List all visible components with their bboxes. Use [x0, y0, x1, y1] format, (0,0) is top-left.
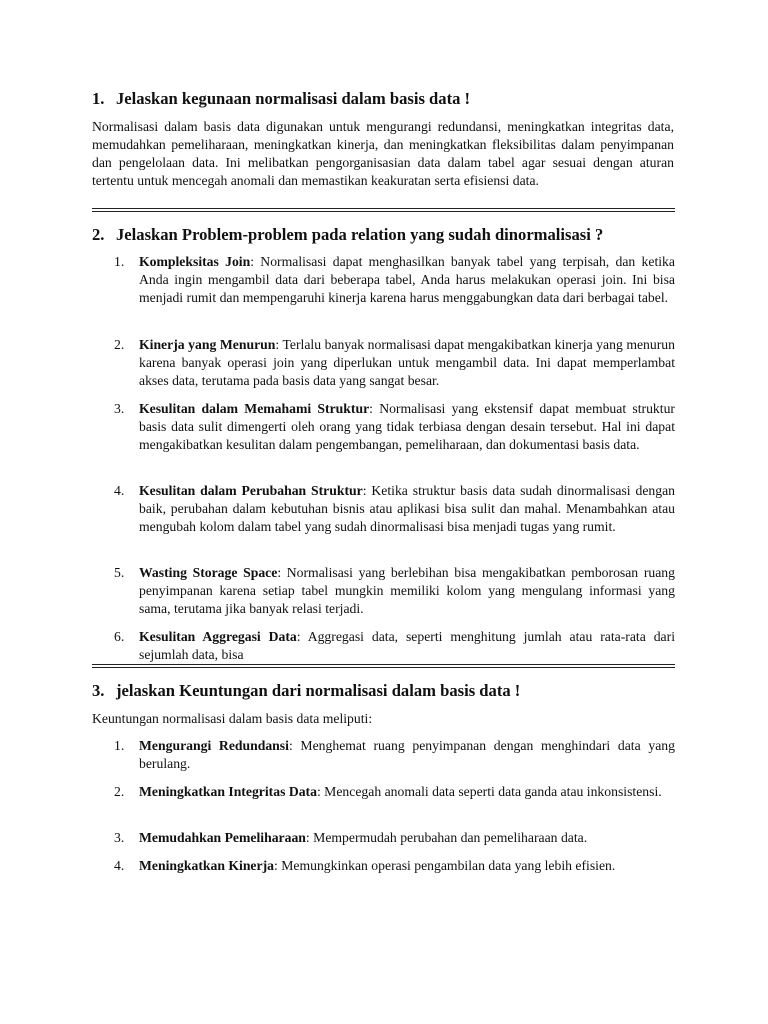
list-item-number: 4.: [114, 483, 125, 498]
list-item-term: Meningkatkan Kinerja: [139, 858, 274, 873]
section-3-intro: Keuntungan normalisasi dalam basis data meliputi:: [92, 711, 373, 726]
list-item: [0, 857, 675, 875]
list-item-number: 3.: [114, 401, 125, 416]
list-item-number: 4.: [114, 858, 125, 873]
section-3-heading: [92, 681, 692, 701]
list-item-term: Memudahkan Pemeliharaan: [139, 830, 306, 845]
section-1-body: Normalisasi dalam basis data digunakan untuk mengurangi redundansi, meningkatkan integritas data, memudahkan pemeliharaan, meningkatkan kinerja, dan meningkatkan fleksibilitas dalam penyimpanan dan pengelolaan data. Ini melibatkan pengorganisasian data dalam tabel agar sesuai dengan aturan tertentu untuk mencegah anomali dan memastikan keakuratan serta efisiensi data.: [92, 119, 674, 188]
list-item-term: Kinerja yang Menurun: [139, 337, 276, 352]
list-item-number: 3.: [114, 830, 125, 845]
list-item-text: : Mempermudah perubahan dan pemeliharaan data.: [305, 830, 588, 845]
list-item-text: : Memungkinkan operasi pengambilan data yang lebih efisien.: [273, 858, 616, 873]
list-item-number: 5.: [114, 565, 125, 580]
section-3-heading-text: jelaskan Keuntungan dari normalisasi dalam basis data !: [116, 681, 521, 700]
list-item: [0, 253, 675, 307]
list-item: [0, 628, 675, 664]
list-item-term: Kompleksitas Join: [139, 254, 251, 269]
section-3-number: 3.: [92, 681, 105, 700]
section-2-number: 2.: [92, 225, 105, 244]
list-item-term: Kesulitan dalam Perubahan Struktur: [139, 483, 363, 498]
list-item: [0, 400, 675, 454]
list-item: [0, 564, 675, 618]
list-item-text: : Menghemat ruang penyimpanan dengan menghindari data yang berulang.: [139, 738, 675, 771]
list-item-text: : Normalisasi dapat menghasilkan banyak tabel yang terpisah, dan ketika Anda ingin mengambil data dari beberapa tabel, Anda harus melakukan operasi join. Ini bisa menjadi rumit dan mempengaruhi kinerja karena harus menggabungkan data dari berbagai tabel.: [139, 254, 675, 305]
list-item: [0, 829, 675, 847]
list-item-number: 6.: [114, 629, 125, 644]
list-item-term: Kesulitan dalam Memahami Struktur: [139, 401, 370, 416]
list-item-text: : Ketika struktur basis data sudah dinormalisasi dengan baik, perubahan dalam kebutuhan bisnis atau aplikasi bisa sulit dan mahal. Menambahkan atau mengubah kolom dalam tabel yang sudah dinormalisasi bisa menjadi tugas yang rumit.: [139, 483, 675, 534]
list-item-term: Wasting Storage Space: [139, 565, 278, 580]
list-item-term: Meningkatkan Integritas Data: [139, 784, 317, 799]
list-item-text: : Normalisasi yang ekstensif dapat membuat struktur basis data sulit dimengerti oleh orang yang tidak terbiasa dengan desain tersebut. Hal ini dapat mengakibatkan kesulitan dalam pengembangan, pemeliharaan, dan dokumentasi basis data.: [139, 401, 675, 452]
list-item-term: Kesulitan Aggregasi Data: [139, 629, 297, 644]
list-item: [0, 783, 675, 801]
section-2-heading: [92, 225, 692, 245]
list-item-text: : Terlalu banyak normalisasi dapat mengakibatkan kinerja yang menurun karena banyak operasi join yang diperlukan untuk mengambil data. Ini dapat memperlambat akses data, terutama pada basis data yang sangat besar.: [139, 337, 675, 388]
section-1-heading-text: Jelaskan kegunaan normalisasi dalam basis data !: [116, 89, 471, 108]
section-divider: [92, 208, 675, 212]
section-divider: [92, 664, 675, 668]
list-item-number: 2.: [114, 337, 125, 352]
list-item: [0, 737, 675, 773]
section-1-heading: [92, 89, 692, 109]
list-item: [0, 482, 675, 536]
list-item-number: 1.: [114, 254, 125, 269]
list-item-text: : Aggregasi data, seperti menghitung jumlah atau rata-rata dari sejumlah data, bisa: [139, 629, 675, 662]
list-item-number: 2.: [114, 784, 125, 799]
list-item: [0, 336, 675, 390]
list-item-number: 1.: [114, 738, 125, 753]
list-item-text: : Mencegah anomali data seperti data ganda atau inkonsistensi.: [316, 784, 662, 799]
list-item-term: Mengurangi Redundansi: [139, 738, 289, 753]
list-item-text: : Normalisasi yang berlebihan bisa mengakibatkan pemborosan ruang penyimpanan karena setiap tabel mungkin memiliki kolom yang mengulang informasi yang sama, terutama jika banyak relasi terjadi.: [139, 565, 675, 616]
section-1-number: 1.: [92, 89, 105, 108]
section-2-heading-text: Jelaskan Problem-problem pada relation yang sudah dinormalisasi ?: [116, 225, 604, 244]
